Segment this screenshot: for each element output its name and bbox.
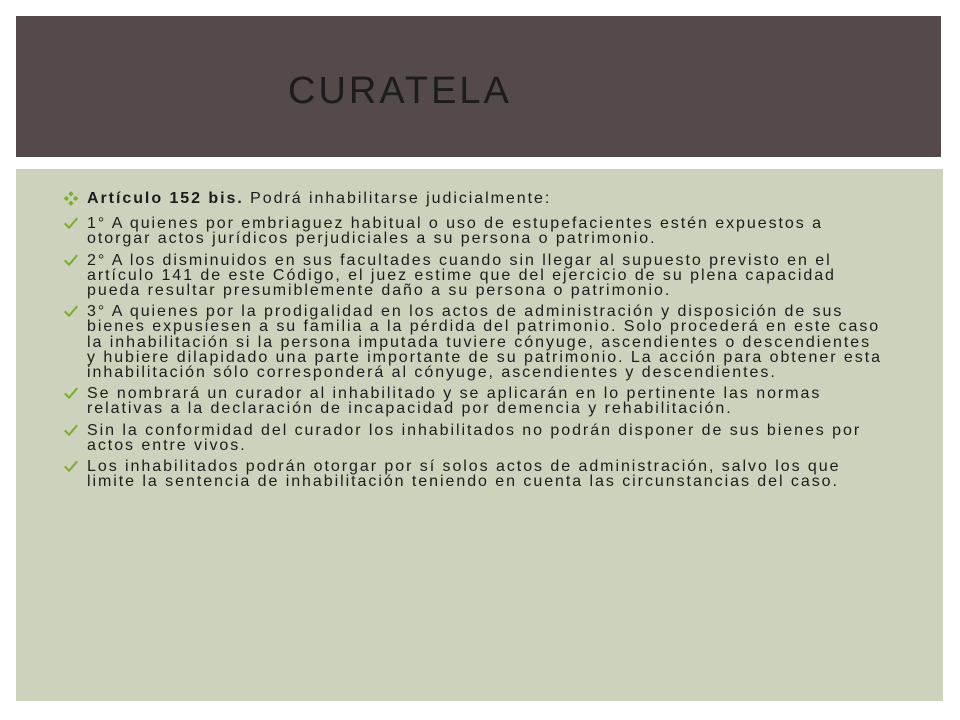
list-item-text: Sin la conformidad del curador los inhabilitados no podrán disponer de sus bienes por actos entre vivos. — [87, 421, 862, 454]
checkmark-icon — [63, 423, 79, 438]
list-item — [87, 253, 882, 299]
checkmark-icon — [63, 304, 79, 319]
checkmark-icon — [63, 253, 79, 268]
list-item-text: 1° A quienes por embriaguez habitual o uso de estupefacientes estén expuestos a otorgar actos jurídicos perjudiciales a su persona o patrimonio. — [87, 215, 823, 248]
checkmark-icon — [63, 386, 79, 401]
list-item-text: 2° A los disminuidos en sus facultades cuando sin llegar al supuesto previsto en el artículo 141 de este Código, el juez estime que del ejercicio de su plena capacidad pueda resultar presumiblemente daño a su persona o patrimonio. — [87, 251, 836, 300]
list-item — [87, 216, 882, 246]
article-heading — [87, 191, 882, 206]
checkmark-icon — [63, 459, 79, 474]
list-item — [87, 423, 882, 453]
article-number: Artículo 152 bis. — [87, 190, 244, 207]
content-list — [87, 191, 882, 495]
list-item-text: Los inhabilitados podrán otorgar por sí solos actos de administración, salvo los que limite la sentencia de inhabilitación teniendo en cuenta las circunstancias del caso. — [87, 458, 841, 491]
checkmark-icon — [63, 216, 79, 231]
article-heading-text: Podrá inhabilitarse judicialmente: — [243, 190, 552, 207]
slide-title: CURATELA — [288, 70, 512, 112]
diamond-bullet-icon — [63, 191, 79, 206]
list-item-text: 3° A quienes por la prodigalidad en los actos de administración y disposición de sus bienes expusiesen a su familia a la pérdida del patrimonio. Solo procederá en este caso la inhabilitación si la persona imputada tuviere cónyuge, ascendientes o descendientes y hubiere dilapidado una parte importante de su patrimonio. La acción para obtener esta inhabilitación sólo corresponderá al cónyuge, ascendientes y descendientes. — [87, 303, 882, 382]
list-item-text: Se nombrará un curador al inhabilitado y se aplicarán en lo pertinente las normas relativas a la declaración de incapacidad por demencia y rehabilitación. — [87, 385, 822, 418]
list-item — [87, 459, 882, 489]
list-item — [87, 386, 882, 416]
list-item — [87, 304, 882, 380]
